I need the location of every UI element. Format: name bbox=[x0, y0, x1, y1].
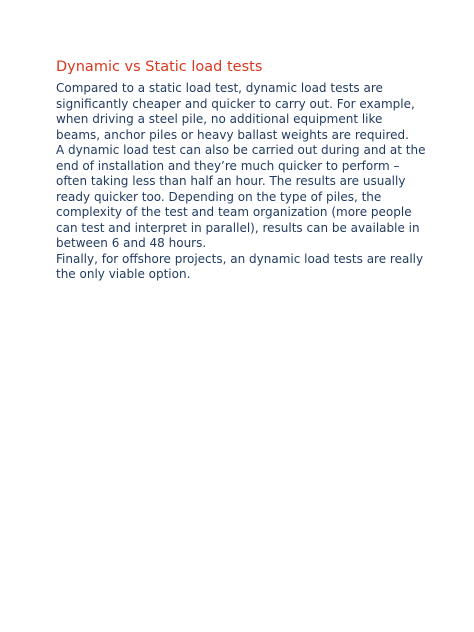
text-line: often taking less than half an hour. The results are usually bbox=[56, 174, 406, 188]
text-line: between 6 and 48 hours. bbox=[56, 236, 207, 250]
text-line: significantly cheaper and quicker to carry out. For example, bbox=[56, 96, 415, 111]
text-line: the only viable option. bbox=[56, 267, 191, 281]
text-line: ready quicker too. Depending on the type of piles, the bbox=[56, 189, 382, 204]
text-line: Finally, for offshore projects, an dynamic load tests are really bbox=[56, 251, 424, 266]
document-title: Dynamic vs Static load tests bbox=[56, 59, 263, 75]
text-line: when driving a steel pile, no additional equipment like bbox=[56, 112, 383, 126]
text-line: Compared to a static load test, dynamic load tests are bbox=[56, 81, 383, 95]
text-line: end of installation and they’re much quicker to perform – bbox=[56, 158, 400, 173]
text-line: A dynamic load test can also be carried out during and at the bbox=[56, 143, 426, 157]
text-line: complexity of the test and team organization (more people bbox=[56, 205, 412, 219]
paragraph-speed bbox=[56, 143, 434, 252]
text-line: can test and interpret in parallel), results can be available in bbox=[56, 220, 420, 235]
text-line: beams, anchor piles or heavy ballast weights are required. bbox=[56, 127, 409, 142]
paragraph-cost bbox=[56, 81, 434, 143]
paragraph-offshore bbox=[56, 252, 434, 283]
